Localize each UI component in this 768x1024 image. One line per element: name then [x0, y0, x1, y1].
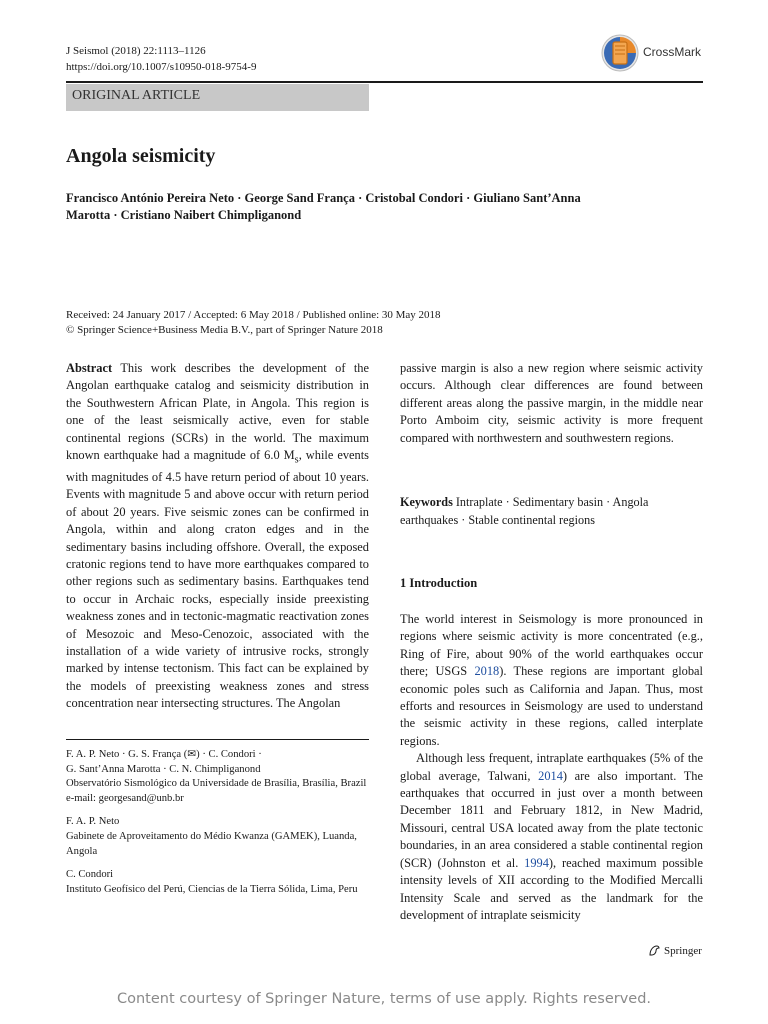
affiliation-author-condori: C. Condori	[66, 869, 114, 881]
crossmark-badge[interactable]	[601, 34, 711, 74]
affiliation-authors-1: F. A. P. Neto · G. S. França (✉) · C. Condori ·	[66, 749, 262, 760]
content-courtesy-note: Content courtesy of Springer Nature, terms of use apply. Rights reserved.	[116, 991, 652, 1007]
affiliation-institution-2: Gabinete de Aproveitamento do Médio Kwanza (GAMEK), Luanda, Angola	[66, 830, 357, 857]
paper-title: Angola seismicity	[66, 145, 216, 167]
author-list	[66, 190, 706, 224]
crossmark-label: CrossMark	[643, 45, 702, 59]
keywords-heading: Keywords	[400, 495, 453, 509]
citation-link-johnston-1994[interactable]: 1994	[524, 855, 549, 870]
intro-p2-text-c: ), reached maximum possible intensity levels of XII according to the Modified Mercalli Intensity Scale and served as the landmark for the development of intraplate seismicity	[400, 855, 703, 922]
copyright-line: © Springer Science+Business Media B.V., part of Springer Nature 2018	[66, 324, 383, 336]
affiliation-institution-1: Observatório Sismológico da Universidade de Brasília, Brasília, Brazil	[66, 778, 367, 790]
affiliation-block-1	[66, 748, 369, 806]
affiliation-block-3	[66, 868, 369, 897]
abstract-continued: passive margin is also a new region where seismic activity occurs. Although clear differences are found between different areas along the passive margin, in the middle near Porto Amboim city, seismic activity is more frequent compared with northwestern and southwestern regions.	[400, 361, 703, 445]
introduction-heading: 1 Introduction	[400, 576, 478, 590]
intro-p1-text-a: The world interest in Seismology is more pronounced in regions where seismic activity is more concentrated (e.g., Ring of Fire, about 90% of the world earthquakes occur there; USGS	[400, 612, 703, 679]
contact-email[interactable]: e-mail: georgesand@unb.br	[66, 792, 184, 804]
springer-horse-icon	[648, 944, 661, 957]
intro-p2-text-a: Although less frequent, intraplate earthquakes (5% of the global average, Talwani,	[400, 751, 703, 783]
intro-paragraph-2	[400, 750, 703, 924]
springer-logo	[648, 944, 702, 957]
affiliation-divider	[66, 739, 369, 740]
keywords-section	[400, 494, 703, 529]
journal-reference: J Seismol (2018) 22:1113–1126	[66, 45, 206, 57]
article-type-banner: ORIGINAL ARTICLE	[66, 84, 369, 111]
citation-link-talwani-2014[interactable]: 2014	[538, 768, 563, 783]
header-rule	[66, 81, 703, 83]
publication-dates	[66, 308, 706, 338]
springer-label: Springer	[664, 944, 702, 957]
abstract-section	[66, 360, 369, 713]
crossmark-icon	[601, 34, 639, 72]
date-history: Received: 24 January 2017 / Accepted: 6 May 2018 / Published online: 30 May 2018	[66, 309, 441, 321]
abstract-text-part-1: This work describes the development of the Angolan earthquake catalog and seismicity distribution in the Southwestern African Plate, in Angola. This region is one of the least seismically active, even for stable continental regions (SCRs) in the world. The maximum known earthquake had a magnitude of 6.0 M	[66, 361, 370, 463]
intro-p2-text-b: ) are also important. The earthquakes that occurred in just over a month between December 1811 and February 1812, in New Madrid, Missouri, central USA located away from the plate tectonic boundaries, in an area considered a stable continental region (SCR) (Johnston et al.	[400, 768, 704, 870]
intro-p1-text-b: ). These regions are important global economic poles such as California and Japan. Thus, most efforts and resources in Seismology are used to understand the seismic activity in these regions, called interplate regions.	[400, 664, 703, 748]
intro-paragraph-1	[400, 611, 703, 750]
keywords-text: Intraplate · Sedimentary basin · Angola earthquakes · Stable continental regions	[400, 495, 649, 527]
doi-link[interactable]: https://doi.org/10.1007/s10950-018-9754-9	[66, 61, 257, 73]
affiliation-authors-2: G. Sant’Anna Marotta · C. N. Chimpliganond	[66, 763, 261, 775]
affiliation-author-neto: F. A. P. Neto	[66, 816, 120, 828]
introduction-body	[400, 611, 703, 924]
author-line-2: Marotta · Cristiano Naibert Chimpliganond	[66, 208, 302, 222]
journal-header	[66, 43, 256, 75]
affiliation-institution-3: Instituto Geofísico del Perú, Ciencias de la Tierra Sólida, Lima, Peru	[66, 883, 358, 895]
magnitude-subscript: s	[294, 454, 299, 466]
affiliations	[66, 748, 369, 906]
affiliation-block-2	[66, 815, 369, 859]
citation-link-usgs-2018[interactable]: 2018	[474, 664, 500, 679]
abstract-heading: Abstract	[66, 361, 113, 375]
author-line-1: Francisco António Pereira Neto · George Sand França · Cristobal Condori · Giuliano Sant’Anna	[66, 191, 581, 205]
abstract-text-part-2: , while events with magnitudes of 4.5 have return period of about 10 years. Events with magnitude 5 and above occur with return period of about 20 years. Five seismic zones can be confirmed in Angola, within and along craton edges and in the sedimentary basins including offshore. Overall, the exposed cratonic regions tend to have more earthquakes compared to other regions such as sedimentary basins. Earthquakes tend to occur in Archaic rocks, especially inside preexisting weakness zones and in tectonic-magmatic reactivation zones of Mesozoic and Meso-Cenozoic, associated with the installation of a wide variety of intrusive rocks, strongly marked by intense tectonism. This fact can be explained by the models of preexisting weakness zones and stress concentration near intersecting structures. The Angolan	[66, 448, 370, 711]
